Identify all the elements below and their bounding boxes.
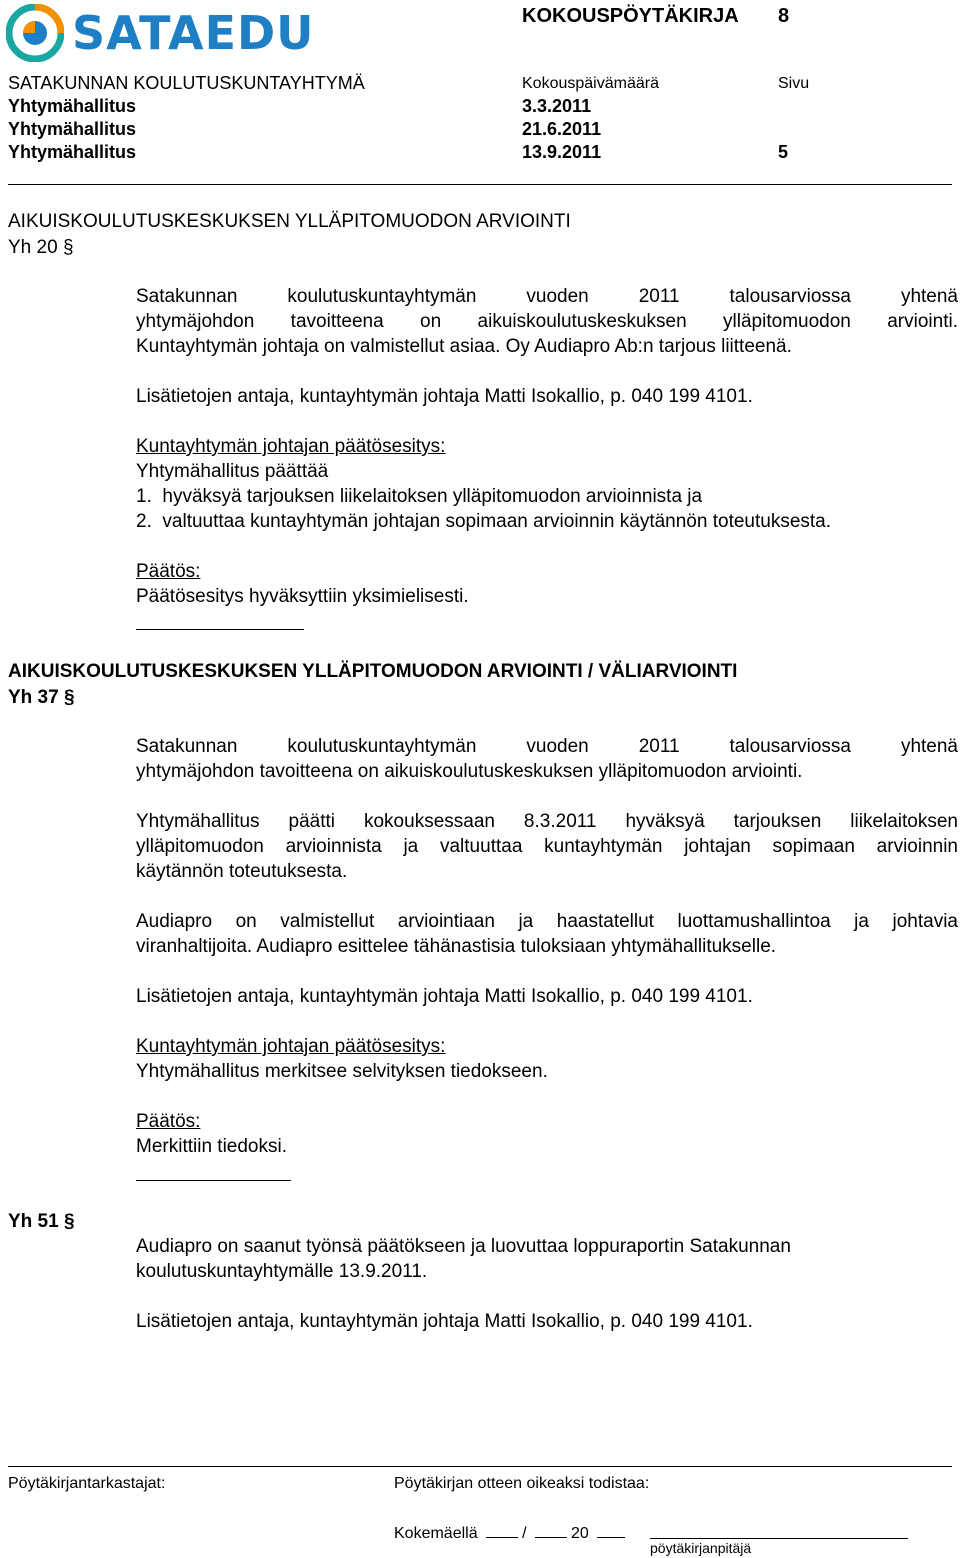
section-sign-icon: § bbox=[63, 687, 75, 708]
proposal-label: Kuntayhtymän johtajan päätösesitys: bbox=[136, 1036, 446, 1057]
section-reference: Yh 51 § bbox=[8, 1211, 75, 1232]
section-paragraph: Audiapro on valmistellut arviointiaan ja haastatellut luottamushallintoa ja johtavia viranhaltijoita. Audiapro esittelee tähänastisia tuloksiaan yhtymähallitukselle. bbox=[136, 911, 958, 957]
section-paragraph: Audiapro on saanut työnsä päätökseen ja luovuttaa loppuraportin Satakunnan koulutuskuntayhtymälle 13.9.2011. bbox=[136, 1236, 791, 1282]
section-paragraph: Satakunnan koulutuskuntayhtymän vuoden 2011 talousarviossa yhtenä yhtymäjohdon tavoitteena on aikuiskoulutuskeskuksen ylläpitomuodon arviointi. bbox=[136, 736, 958, 782]
page-number: 5 bbox=[778, 142, 789, 162]
section-title: AIKUISKOULUTUSKESKUKSEN YLLÄPITOMUODON ARVIOINTI bbox=[8, 211, 571, 232]
info-line: Lisätietojen antaja, kuntayhtymän johtaja Matti Isokallio, p. 040 199 4101. bbox=[136, 986, 753, 1007]
section-sign-icon: § bbox=[62, 237, 74, 258]
meeting-date: 13.9.2011 bbox=[522, 142, 602, 162]
section-title: AIKUISKOULUTUSKESKUKSEN YLLÄPITOMUODON ARVIOINTI / VÄLIARVIOINTI bbox=[8, 661, 738, 682]
date-column-label: Kokouspäivämäärä bbox=[522, 75, 659, 92]
signature-line bbox=[650, 1538, 908, 1539]
info-line: Lisätietojen antaja, kuntayhtymän johtaja Matti Isokallio, p. 040 199 4101. bbox=[136, 1311, 753, 1332]
proposal-intro: Yhtymähallitus päättää bbox=[136, 461, 329, 482]
header-divider bbox=[8, 184, 952, 185]
page-column-label: Sivu bbox=[778, 75, 810, 92]
proposal-item: 2. valtuuttaa kuntayhtymän johtajan sopimaan arvioinnin käytännön toteutuksesta. bbox=[136, 511, 832, 532]
logo-text: SATAEDU bbox=[72, 6, 315, 60]
decision-text: Merkittiin tiedoksi. bbox=[136, 1136, 287, 1157]
proposal-text: Yhtymähallitus merkitsee selvityksen tiedokseen. bbox=[136, 1061, 548, 1082]
meeting-body: Yhtymähallitus bbox=[8, 142, 137, 162]
meeting-date: 3.3.2011 bbox=[522, 96, 592, 116]
organization-name: SATAKUNNAN KOULUTUSKUNTAYHTYMÄ bbox=[8, 73, 365, 93]
section-paragraph: Satakunnan koulutuskuntayhtymän vuoden 2011 talousarviossa yhtenä yhtymäjohdon tavoitteena on aikuiskoulutuskeskuksen ylläpitomuodon arviointi. Kuntayhtymän johtaja on valmistellut asiaa. Oy Audiapro Ab:n tarjous liitteenä. bbox=[136, 286, 958, 357]
footer-place-date: Kokemäellä / 20 bbox=[394, 1524, 625, 1544]
footer-checkers-label: Pöytäkirjantarkastajat: bbox=[8, 1475, 166, 1492]
footer-copy-label: Pöytäkirjan otteen oikeaksi todistaa: bbox=[394, 1475, 650, 1492]
section-sign-icon: § bbox=[63, 1211, 75, 1232]
proposal-item: 1. hyväksyä tarjouksen liikelaitoksen ylläpitomuodon arvioinnista ja bbox=[136, 486, 703, 507]
section-end-rule bbox=[136, 629, 304, 630]
document-number: 8 bbox=[778, 5, 790, 27]
section-end-rule bbox=[136, 1180, 291, 1181]
logo-mark-icon bbox=[6, 4, 64, 62]
sataedu-logo bbox=[6, 4, 315, 62]
meeting-date: 21.6.2011 bbox=[522, 119, 602, 139]
document-type: KOKOUSPÖYTÄKIRJA bbox=[522, 5, 739, 27]
proposal-label: Kuntayhtymän johtajan päätösesitys: bbox=[136, 436, 446, 457]
footer-divider bbox=[8, 1466, 952, 1467]
section-reference: Yh 20 § bbox=[8, 237, 74, 258]
meeting-body: Yhtymähallitus bbox=[8, 96, 137, 116]
decision-label: Päätös: bbox=[136, 1111, 201, 1132]
section-paragraph: Yhtymähallitus päätti kokouksessaan 8.3.2011 hyväksyä tarjouksen liikelaitoksen ylläpitomuodon arvioinnista ja valtuuttaa kuntayhtymän johtajan sopimaan arvioinnin käytännön toteutuksesta. bbox=[136, 811, 958, 882]
meeting-body: Yhtymähallitus bbox=[8, 119, 137, 139]
decision-label: Päätös: bbox=[136, 561, 201, 582]
footer-keeper-label: pöytäkirjanpitäjä bbox=[650, 1540, 752, 1556]
section-reference: Yh 37 § bbox=[8, 687, 75, 708]
info-line: Lisätietojen antaja, kuntayhtymän johtaja Matti Isokallio, p. 040 199 4101. bbox=[136, 386, 753, 407]
decision-text: Päätösesitys hyväksyttiin yksimielisesti. bbox=[136, 586, 469, 607]
